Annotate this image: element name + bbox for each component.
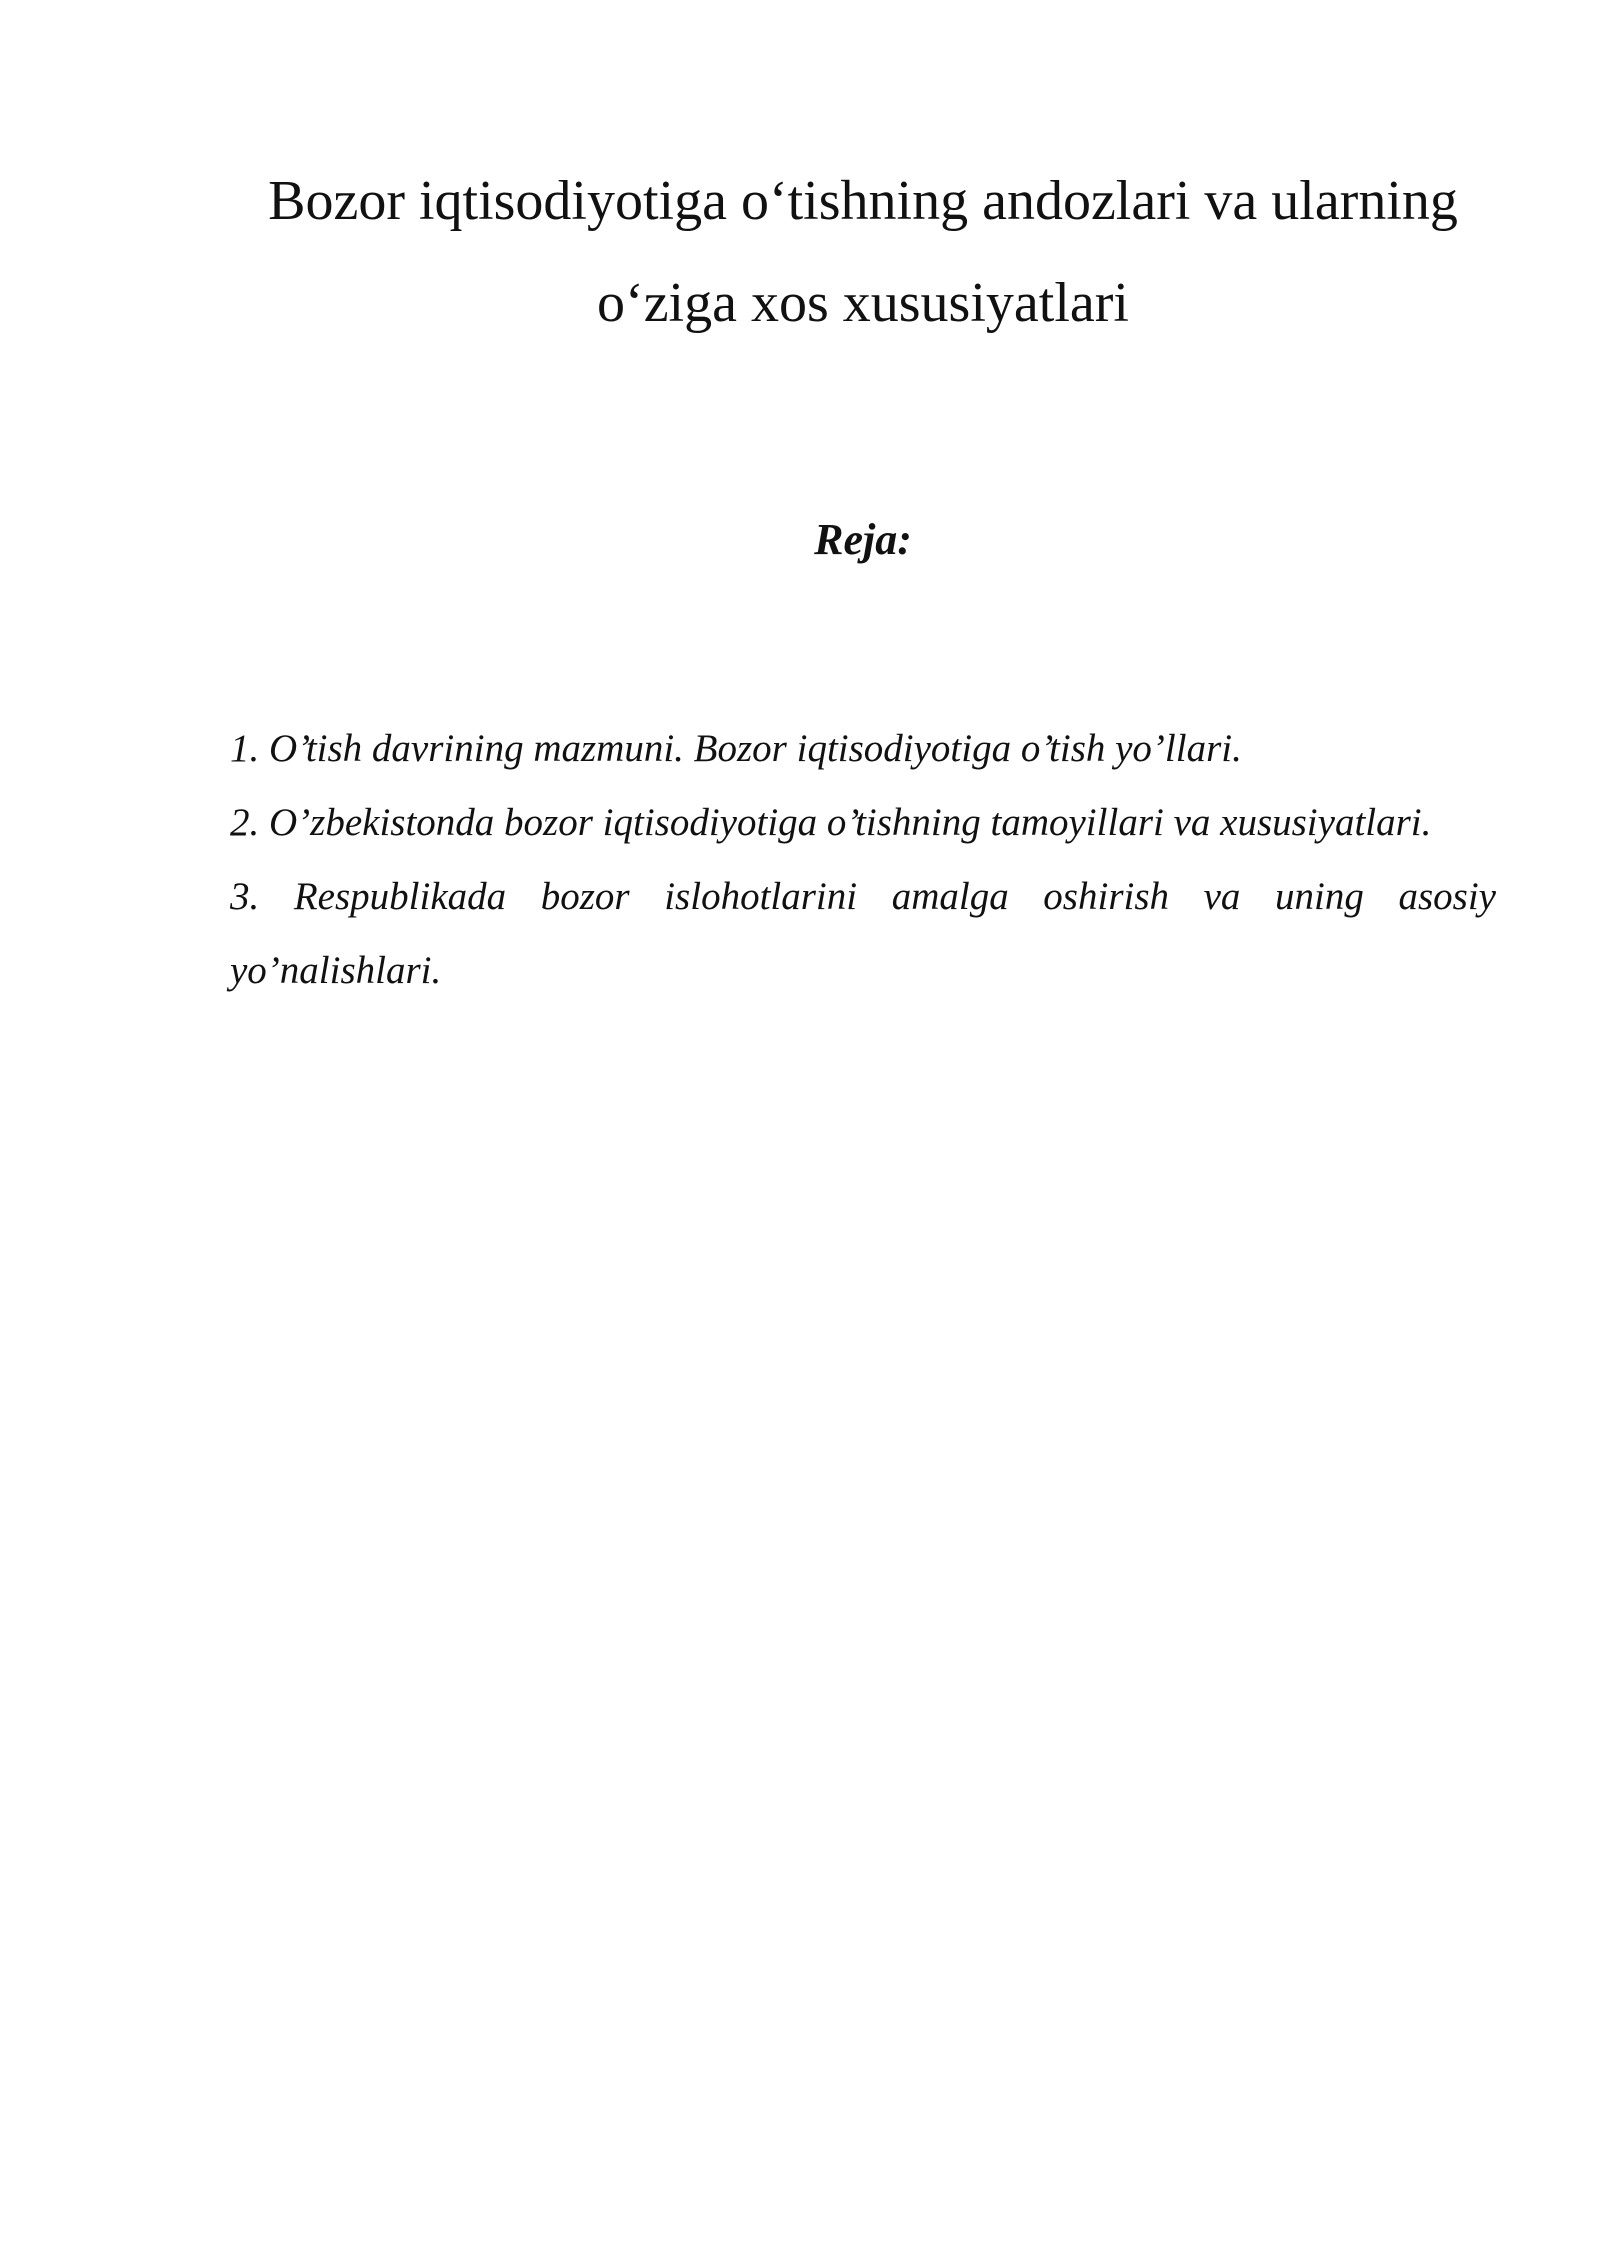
- title-line-1: Bozor iqtisodiyotiga o‘tishning andozlari va ularning: [268, 170, 1458, 232]
- plan-item-2: 2. O’zbekistonda bozor iqtisodiyotiga o’tishning tamoyillari va xususiyatlari.: [230, 801, 1432, 844]
- plan-list: [230, 712, 1496, 1008]
- title-line-2: o‘ziga xos xususiyatlari: [597, 272, 1129, 334]
- document-title: [230, 150, 1496, 354]
- plan-item-3: 3. Respublikada bozor islohotlarini amalga oshirish va uning asosiy yo’nalishlari.: [230, 875, 1496, 992]
- plan-item-1: 1. O’tish davrining mazmuni. Bozor iqtisodiyotiga o’tish yo’llari.: [230, 727, 1242, 770]
- plan-heading: Reja:: [814, 515, 912, 564]
